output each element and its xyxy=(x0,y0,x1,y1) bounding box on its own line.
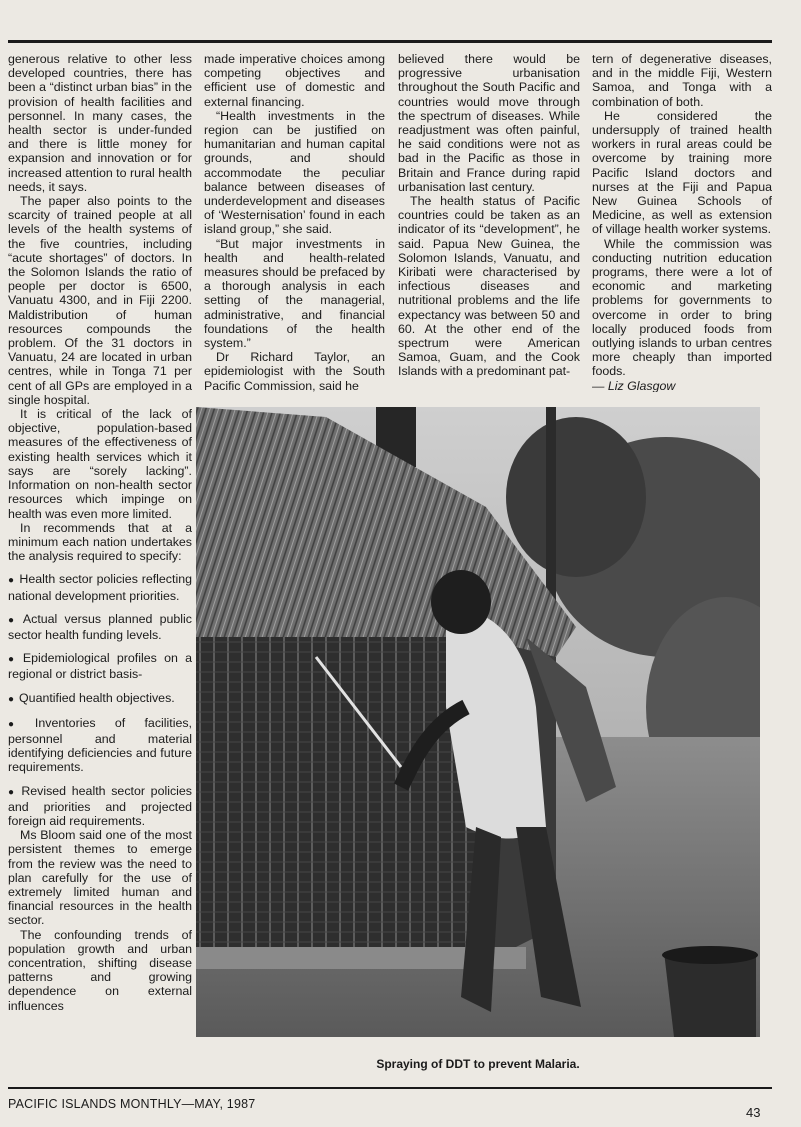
bullet-item: ● Health sector policies reflecting national development priorities. xyxy=(8,572,192,602)
footer-publication: PACIFIC ISLANDS MONTHLY—MAY, 1987 xyxy=(8,1097,256,1111)
paragraph: Ms Bloom said one of the most persistent themes to emerge from the review was the need to plan carefully for the use of extremely limited human and financial resources in the health sector. xyxy=(8,828,192,928)
paragraph: believed there would be progressive urbanisation throughout the South Pacific and countries would move through the spectrum of diseases. While readjustment was often painful, he said conditions were not as bad in the Pacific as those in Britain and France during rapid urbanisation last century. xyxy=(398,52,580,194)
article-column-3 xyxy=(398,52,580,392)
article-column-4 xyxy=(592,52,772,392)
paragraph: Dr Richard Taylor, an epidemiologist with the South Pacific Commission, said he xyxy=(204,350,385,392)
paragraph: The confounding trends of population growth and urban concentration, shifting disease patterns and growing dependence on external influences xyxy=(8,927,192,1013)
paragraph: It is critical of the lack of objective, population-based measures of the effectiveness of existing health services which it says are “sorely lacking”. Information on non-health sector resources which impinge on health was even more limited. xyxy=(8,407,192,521)
photo-ddt-spraying xyxy=(196,407,760,1037)
bullet-item: ● Revised health sector policies and priorities and projected foreign aid requirements. xyxy=(8,784,192,829)
top-rule xyxy=(8,40,772,43)
photo-caption: Spraying of DDT to prevent Malaria. xyxy=(376,1057,580,1071)
byline: — Liz Glasgow xyxy=(592,378,676,392)
paragraph: tern of degenerative diseases, and in the middle Fiji, Western Samoa, and Tonga with a combination of both. xyxy=(592,52,772,109)
bottom-rule xyxy=(8,1087,772,1089)
paragraph: made imperative choices among competing objectives and efficient use of domestic and external financing. xyxy=(204,52,385,109)
paragraph: “But major investments in health and health-related measures should be prefaced by a thorough analysis in each setting of the managerial, administrative, and financial foundations of the health system.” xyxy=(204,236,385,351)
paragraph: The health status of Pacific countries could be taken as an indicator of its “development”, he said. Papua New Guinea, the Solomon Islands, Vanuatu, and Kiribati were characterised by infectious diseases and nutritional problems and the life expectancy was between 50 and 60. At the other end of the spectrum were American Samoa, Guam, and the Cook Islands with a predominant pat- xyxy=(398,194,580,379)
paragraph: In recommends that at a minimum each nation undertakes the analysis required to specify: xyxy=(8,520,192,564)
bullet-item: ● Actual versus planned public sector health funding levels. xyxy=(8,612,192,642)
article-column-2 xyxy=(204,52,385,392)
photo-illustration xyxy=(196,407,760,1037)
paragraph: The paper also points to the scarcity of trained people at all levels of the health systems of the five countries, including “acute shortages” of doctors. In the Solomon Islands the ratio of people per doctor is 6500, Vanuatu 4300, and in Fiji 2200. Maldistribution of human resources compounds the problem. Of the 31 doctors in Vanuatu, 24 are located in urban centres, while in Tonga 71 per cent of all GPs are employed in a single hospital. xyxy=(8,194,192,407)
bullet-item: ● Quantified health objectives. xyxy=(8,691,192,707)
paragraph: He considered the undersupply of trained health workers in rural areas could be overcome by training more Pacific Island doctors and nurses at the Fiji and Papua New Guinea Schools of Medicine, as well as extension of village health worker systems. xyxy=(592,108,772,237)
bullet-item: ● Epidemiological profiles on a regional or district basis- xyxy=(8,651,192,681)
paragraph: generous relative to other less developed countries, there has been a “distinct urban bias” in the provision of health facilities and personnel. In many cases, the health sector is under-funded and there is little money for expansion and innovation or for increased attention to rural health needs, it says. xyxy=(8,52,192,194)
paragraph: While the commission was conducting nutrition education programs, there were a lot of economic and marketing problems for governments to overcome in order to bring locally produced foods from outlying islands to urban centres more cheaply than imported foods. xyxy=(592,236,772,379)
paragraph: “Health investments in the region can be justified on humanitarian and human capital grounds, and should accommodate the peculiar balance between diseases of underdevelopment and diseases of ‘Westernisation’ found in each island group,” she said. xyxy=(204,108,385,237)
bullet-item: ● Inventories of facilities, personnel and material identifying deficiencies and future requirements. xyxy=(8,716,192,775)
page-number: 43 xyxy=(746,1105,761,1120)
article-column-1 xyxy=(8,52,192,1072)
